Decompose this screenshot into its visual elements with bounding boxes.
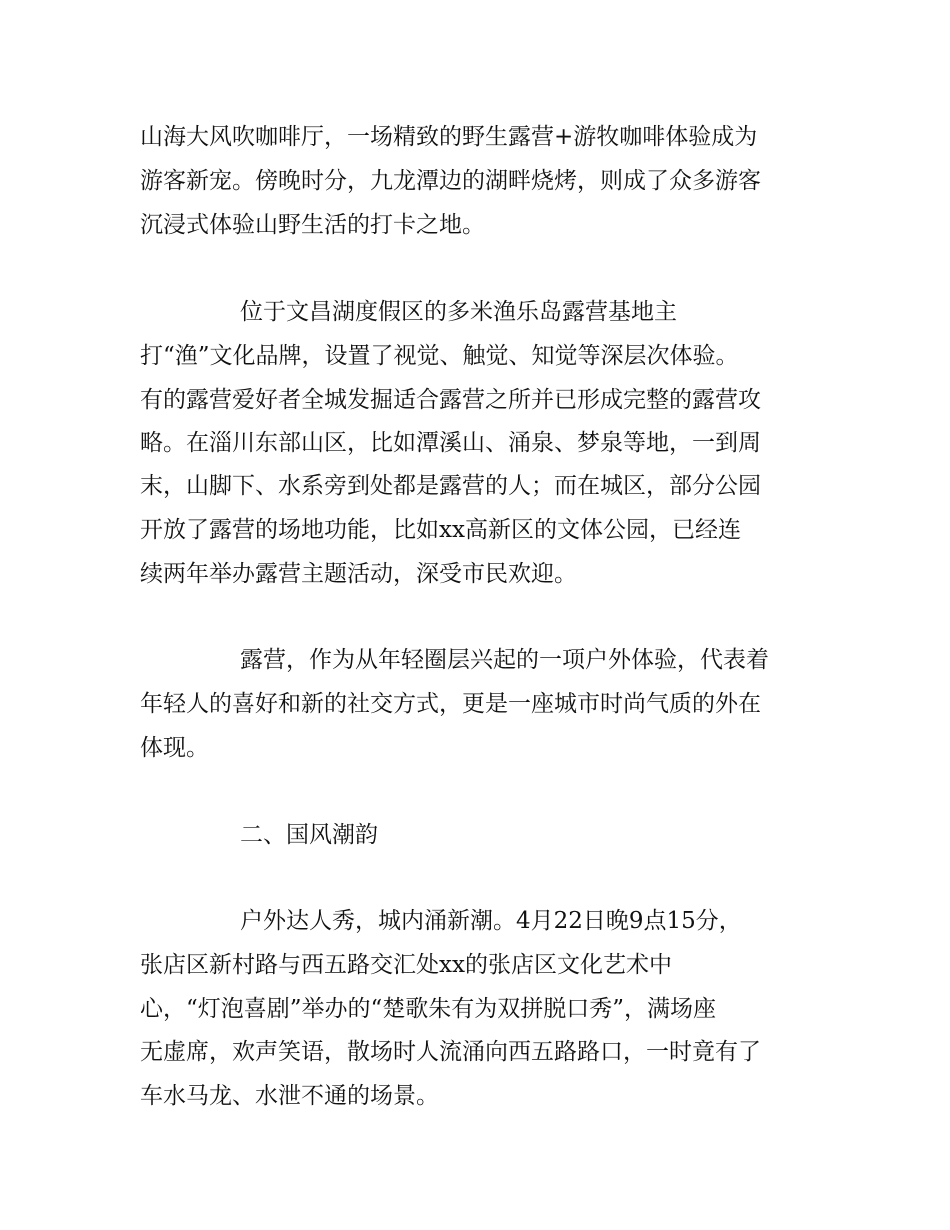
paragraph-line: 略。在淄川东部山区，比如潭溪山、涌泉、梦泉等地，一到周 [140,430,761,456]
section-heading-text: 二、国风潮韵 [240,822,378,848]
paragraph-line: 位于文昌湖度假区的多米渔乐岛露营基地主 [240,299,677,325]
paragraph-line: 有的露营爱好者全城发掘适合露营之所并已形成完整的露营攻 [140,387,761,413]
paragraph-line: 末，山脚下、水系旁到处都是露营的人；而在城区，部分公园 [140,473,761,499]
paragraph-line: 张店区新村路与西五路交汇处xx的张店区文化艺术中 [140,952,672,978]
paragraph-line: 年轻人的喜好和新的社交方式，更是一座城市时尚气质的外在 [140,691,761,717]
paragraph-line: 打“渔”文化品牌，设置了视觉、触觉、知觉等深层次体验。 [140,343,739,369]
paragraph-line: 山海大风吹咖啡厅，一场精致的野生露营+游牧咖啡体验成为 [140,124,758,150]
paragraph-line: 续两年举办露营主题活动，深受市民欢迎。 [140,561,577,587]
paragraph-line: 车水马龙、水泄不通的场景。 [140,1083,439,1109]
paragraph-line: 游客新宠。傍晚时分，九龙潭边的湖畔烧烤，则成了众多游客 [140,168,761,194]
paragraph-line: 体现。 [140,735,209,761]
paragraph-line: 开放了露营的场地功能，比如xx高新区的文体公园，已经连 [140,517,741,543]
paragraph-line: 心，“灯泡喜剧”举办的“楚歌朱有为双拼脱口秀”，满场座 [140,996,717,1022]
paragraph-line: 无虚席，欢声笑语，散场时人流涌向西五路路口，一时竟有了 [140,1039,761,1065]
paragraph-line: 户外达人秀，城内涌新潮。4月22日晚9点15分， [240,908,742,934]
paragraph-line: 沉浸式体验山野生活的打卡之地。 [140,212,485,238]
paragraph-line: 露营，作为从年轻圈层兴起的一项户外体验，代表着 [240,647,769,673]
